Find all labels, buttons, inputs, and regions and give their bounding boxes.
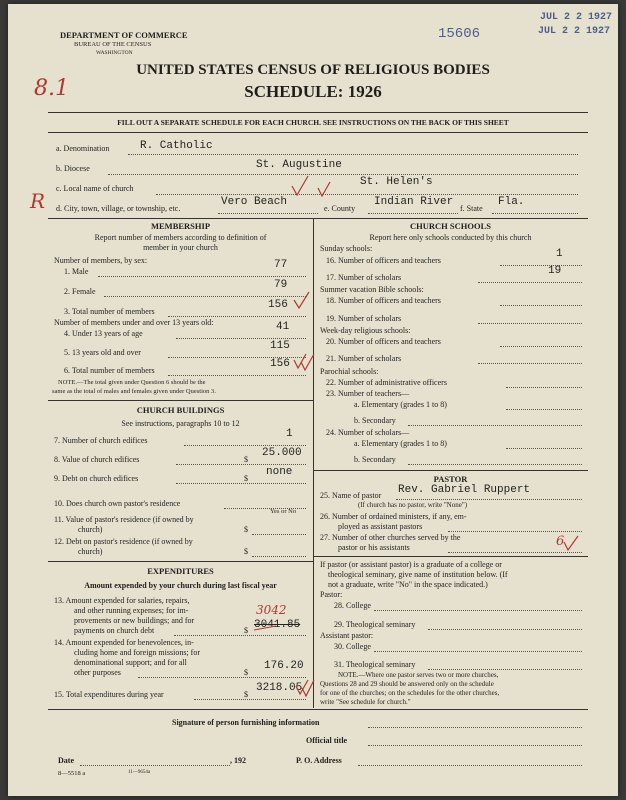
- q4-label: 4. Under 13 years of age: [64, 329, 143, 338]
- q14-value: 176.20: [264, 660, 304, 672]
- q8-value: 25.000: [262, 447, 302, 459]
- q12-label-1: 12. Debt on pastor's residence (if owned by: [54, 537, 193, 546]
- q24a-label: a. Elementary (grades 1 to 8): [354, 439, 447, 448]
- check-mark-icon: [318, 182, 330, 196]
- parochial-label: Parochial schools:: [320, 367, 379, 376]
- schools-intro: Report here only schools conducted by this church: [369, 233, 532, 242]
- church-name-label: c. Local name of church: [56, 184, 134, 193]
- denomination-value: R. Catholic: [140, 140, 213, 152]
- q9-value: none: [266, 466, 293, 478]
- q11-label-2: church): [78, 525, 103, 534]
- q14-label-1: 14. Amount expended for benevolences, in-: [54, 638, 194, 647]
- double-check-mark-icon: [294, 354, 314, 370]
- diocese-label: b. Diocese: [56, 164, 90, 173]
- q20-label: 20. Number of officers and teachers: [326, 337, 441, 346]
- denomination-label: a. Denomination: [56, 144, 110, 153]
- county-value: Indian River: [374, 196, 454, 208]
- state-label: f. State: [460, 204, 483, 213]
- form-title: UNITED STATES CENSUS OF RELIGIOUS BODIES: [136, 62, 490, 78]
- membership-heading: MEMBERSHIP: [150, 221, 211, 231]
- check-mark-icon: [292, 176, 308, 195]
- q29-label: 29. Theological seminary: [334, 620, 416, 629]
- pastor-note-4: write "See schedule for church.": [320, 698, 411, 706]
- instruction-line: FILL OUT A SEPARATE SCHEDULE FOR EACH CHURCH. SEE INSTRUCTIONS ON THE BACK OF THIS SHEET: [117, 118, 509, 127]
- pastor-note-3: for one of the churches; on the schedules for the other churches,: [320, 689, 500, 697]
- q13-dollar: $: [244, 626, 248, 635]
- q24-label: 24. Number of scholars—: [326, 428, 410, 437]
- q12-dollar: $: [244, 547, 248, 556]
- q14-label-4: other purposes: [74, 668, 121, 677]
- q25-value: Rev. Gabriel Ruppert: [398, 484, 531, 496]
- membership-intro-1: Report number of members according to definition of: [94, 233, 267, 242]
- census-schedule-form: [8, 4, 618, 796]
- membership-note-2: same as the total of males and females given under Question 3.: [52, 388, 216, 395]
- q2-label: 2. Female: [64, 287, 96, 296]
- q19-label: 19. Number of scholars: [326, 314, 402, 323]
- q26-label-2: ployed as assistant pastors: [338, 522, 423, 531]
- q27-label-1: 27. Number of other churches served by the: [320, 533, 461, 542]
- buildings-sub: See instructions, paragraphs 10 to 12: [121, 419, 240, 428]
- q8-label: 8. Value of church edifices: [54, 455, 140, 464]
- year-label: , 192: [230, 756, 246, 765]
- city-label: WASHINGTON: [96, 50, 133, 56]
- q23b-label: b. Secondary: [354, 416, 396, 425]
- q5-label: 5. 13 years old and over: [64, 348, 141, 357]
- q14-dollar: $: [244, 668, 248, 677]
- received-stamp-top: JUL 2 2 1927: [540, 12, 613, 23]
- checkmarks-overlay: [8, 4, 618, 796]
- q13-label-3: provements or new buildings; and for: [74, 616, 195, 625]
- q4-value: 41: [276, 321, 290, 333]
- q27-handwritten: 6: [556, 534, 565, 549]
- q13-label-4: payments on church debt: [74, 626, 155, 635]
- q27-label-2: pastor or his assistants: [338, 543, 410, 552]
- q31-label: 31. Theological seminary: [334, 660, 416, 669]
- q18-label: 18. Number of officers and teachers: [326, 296, 441, 305]
- q8-dollar: $: [244, 455, 248, 464]
- q16-value: 1: [556, 248, 563, 260]
- q11-dollar: $: [244, 525, 248, 534]
- double-check-mark-icon: [296, 680, 314, 696]
- q10-label: 10. Does church own pastor's residence: [54, 499, 181, 508]
- q24b-label: b. Secondary: [354, 455, 396, 464]
- q15-label: 15. Total expenditures during year: [54, 690, 164, 699]
- q6-label: 6. Total number of members: [64, 366, 155, 375]
- q7-value: 1: [286, 428, 293, 440]
- q14-label-3: denominational support; and for all: [74, 658, 187, 667]
- city-value: Vero Beach: [221, 196, 288, 208]
- q26-label-1: 26. Number of ordained ministers, if any, em-: [320, 512, 467, 521]
- city-field-label: d. City, town, village, or township, etc.: [56, 204, 181, 213]
- q1-label: 1. Male: [64, 267, 89, 276]
- graduate-text-2: theological seminary, give name of institution below. (If: [328, 570, 508, 579]
- membership-intro-2: member in your church: [143, 243, 218, 252]
- q17-label: 17. Number of scholars: [326, 273, 402, 282]
- q13-label-2: and other running expenses; for im-: [74, 606, 189, 615]
- signature-label: Signature of person furnishing information: [172, 718, 320, 727]
- q23-label: 23. Number of teachers—: [326, 389, 410, 398]
- q9-label: 9. Debt on church edifices: [54, 474, 139, 483]
- handwritten-r: R: [30, 189, 46, 213]
- q16-label: 16. Number of officers and teachers: [326, 256, 441, 265]
- q25-note: (If church has no pastor, write "None"): [358, 501, 468, 509]
- handwritten-code: 8.1: [34, 76, 69, 101]
- form-number: 8—5518 a: [58, 770, 86, 777]
- q22-label: 22. Number of administrative officers: [326, 378, 447, 387]
- q13-handwritten: 3042: [256, 603, 287, 617]
- bureau-label: BUREAU OF THE CENSUS: [74, 41, 152, 48]
- official-title-label: Official title: [306, 736, 348, 745]
- print-number: 11—9654a: [128, 770, 151, 775]
- q1-value: 77: [274, 259, 288, 271]
- q15-value: 3218.05: [256, 682, 303, 694]
- q15-dollar: $: [244, 690, 248, 699]
- q3-value: 156: [268, 299, 288, 311]
- q2-value: 79: [274, 279, 288, 291]
- date-label: Date: [58, 756, 74, 765]
- schedule-title: SCHEDULE: 1926: [244, 82, 382, 101]
- q13-label-1: 13. Amount expended for salaries, repairs,: [54, 596, 190, 605]
- received-stamp: JUL 2 2 1927: [538, 26, 611, 37]
- sunday-label: Sunday schools:: [320, 244, 373, 253]
- q3-label: 3. Total number of members: [64, 307, 155, 316]
- q7-label: 7. Number of church edifices: [54, 436, 148, 445]
- by-sex-label: Number of members, by sex:: [54, 256, 148, 265]
- yes-no-hint: Yes or No: [270, 508, 297, 515]
- church-name-value: St. Helen's: [360, 176, 433, 188]
- pastor-note-2: Questions 28 and 29 should be answered only on the schedule: [320, 680, 494, 688]
- q30-label: 30. College: [334, 642, 371, 651]
- q9-dollar: $: [244, 474, 248, 483]
- q13-value: 3041.85: [254, 619, 301, 631]
- expenditures-sub: Amount expended by your church during last fiscal year: [84, 581, 277, 590]
- q28-label: 28. College: [334, 601, 371, 610]
- weekday-label: Week-day religious schools:: [320, 326, 411, 335]
- graduate-text-1: If pastor (or assistant pastor) is a graduate of a college or: [320, 560, 502, 569]
- graduate-text-3: not a graduate, write "No" in the space indicated.): [328, 580, 488, 589]
- strike-mark-icon: [254, 626, 276, 630]
- buildings-heading: CHURCH BUILDINGS: [136, 405, 225, 415]
- diocese-value: St. Augustine: [256, 159, 342, 171]
- pastor-heading: PASTOR: [433, 474, 468, 484]
- q25-label: 25. Name of pastor: [320, 491, 382, 500]
- q11-label-1: 11. Value of pastor's residence (if owned by: [54, 515, 194, 524]
- q6-value: 156: [270, 358, 290, 370]
- assistant-sub-label: Assistant pastor:: [320, 631, 374, 640]
- q17-value: 19: [548, 265, 562, 277]
- schools-heading: CHURCH SCHOOLS: [410, 221, 491, 231]
- q23a-label: a. Elementary (grades 1 to 8): [354, 400, 447, 409]
- q12-label-2: church): [78, 547, 103, 556]
- department-label: DEPARTMENT OF COMMERCE: [60, 30, 188, 40]
- q5-value: 115: [270, 340, 290, 352]
- county-label: e. County: [324, 204, 356, 213]
- q21-label: 21. Number of scholars: [326, 354, 402, 363]
- membership-note-1: NOTE.—The total given under Question 6 should be the: [58, 379, 206, 386]
- q14-label-2: cluding home and foreign missions; for: [74, 648, 200, 657]
- age-heading: Number of members under and over 13 years old:: [54, 318, 214, 327]
- state-value: Fla.: [498, 196, 525, 208]
- po-address-label: P. O. Address: [296, 756, 342, 765]
- vacation-label: Summer vacation Bible schools:: [320, 285, 424, 294]
- check-mark-icon: [564, 536, 578, 550]
- check-mark-icon: [294, 292, 309, 308]
- serial-number: 15606: [438, 26, 481, 42]
- expenditures-heading: EXPENDITURES: [147, 566, 214, 576]
- pastor-note-1: NOTE.—Where one pastor serves two or more churches,: [338, 671, 499, 679]
- pastor-sub-label: Pastor:: [320, 590, 343, 599]
